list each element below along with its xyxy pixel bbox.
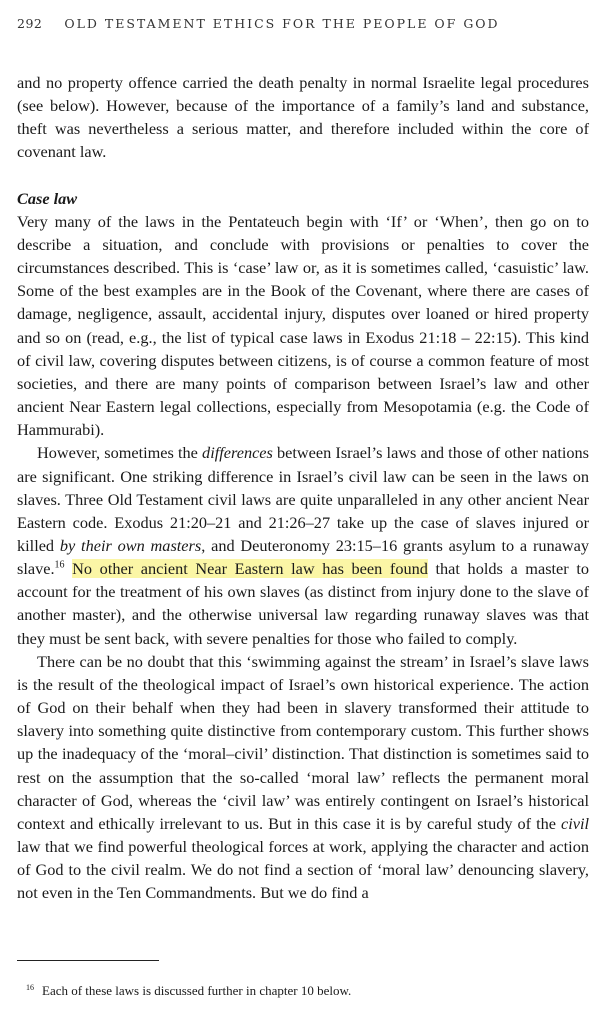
paragraph-3-text-2: between Israel’s laws and those of other nations are significant. One striking difference in Israel’s civil law can be seen in the laws on slaves. Three Old Testament civil laws are quite unparalleled in any other ancient Near Eastern code. Exodus 21:20–21 and 21:26–27 take up the case of slaves injured or killed [17, 443, 589, 555]
paragraph-4-text-2: law that we find powerful theological forces at work, applying the character and action of God to the civil realm. We do not find a section of ‘moral law’ denouncing slavery, not even in the Ten Commandments. But we do find a [17, 837, 589, 903]
paragraph-3-text-3: , and Deuteronomy 23:15–16 grants asylum to a runaway slave. [17, 535, 590, 579]
body-text [17, 71, 589, 904]
running-head [17, 16, 597, 31]
paragraph-3 [17, 441, 589, 649]
footnote-marker: 16 [26, 982, 34, 992]
section-heading: Case law [17, 188, 78, 208]
paragraph-4-text-1: There can be no doubt that this ‘swimming against the stream’ in Israel’s slave laws is the result of the theological impact of Israel’s own historical experience. The action of God on their behalf when they had been in slavery transformed their attitude to slavery into something quite distinctive from contemporary custom. This further shows up the inadequacy of the ‘moral–civil’ distinction. That distinction is sometimes said to rest on the assumption that the so-called ‘moral law’ reflects the permanent moral character of God, whereas the ‘civil law’ was entirely contingent on Israel’s historical context and ethically irrelevant to us. But in this case it is by careful study of the [17, 651, 589, 833]
highlighted-text[interactable]: No other ancient Near Eastern law has been found [72, 559, 428, 579]
emphasis-differences: differences [202, 443, 273, 463]
paragraph-2: Very many of the laws in the Pentateuch begin with ‘If’ or ‘When’, then go on to describe a situation, and conclude with provisions or penalties to cover the circumstances described. This is ‘case’ law or, as it is sometimes called, ‘casuistic’ law. Some of the best examples are in the Book of the Covenant, where there are cases of damage, negligence, assault, accidental injury, disputes over loaned or hired property and so on (read, e.g., the list of typical case laws in Exodus 21:18 – 22:15). This kind of civil law, covering disputes between citizens, is of course a common feature of most societies, and there are many points of comparison between Israel’s law and other ancient Near Eastern legal collections, especially from Mesopotamia (e.g. the Code of Hammurabi). [17, 211, 589, 440]
emphasis-own-masters: by their own masters [59, 535, 202, 555]
paragraph-4 [17, 650, 589, 905]
paragraph-3-text-1: However, sometimes the [37, 443, 203, 463]
footnote-divider [17, 960, 159, 961]
paragraph-1: and no property offence carried the death penalty in normal Israelite legal procedures (see below). However, because of the importance of a family’s land and substance, theft was nevertheless a serious matter, and therefore included within the core of covenant law. [17, 73, 589, 162]
running-title: OLD TESTAMENT ETHICS FOR THE PEOPLE OF GOD [64, 16, 500, 31]
footnote-reference[interactable]: 16 [54, 559, 65, 571]
paragraph-3-text-4: that holds a master to account for the treatment of his own slaves (as distinct from injury done to the slave of another master), and the otherwise universal law regarding runaway slaves was that they must be sent back, with severe penalties for those who failed to comply. [17, 559, 589, 648]
footnote [26, 982, 586, 999]
emphasis-civil: civil [560, 813, 589, 833]
footnote-text: Each of these laws is discussed further in chapter 10 below. [42, 983, 352, 998]
page-number: 292 [17, 16, 43, 31]
